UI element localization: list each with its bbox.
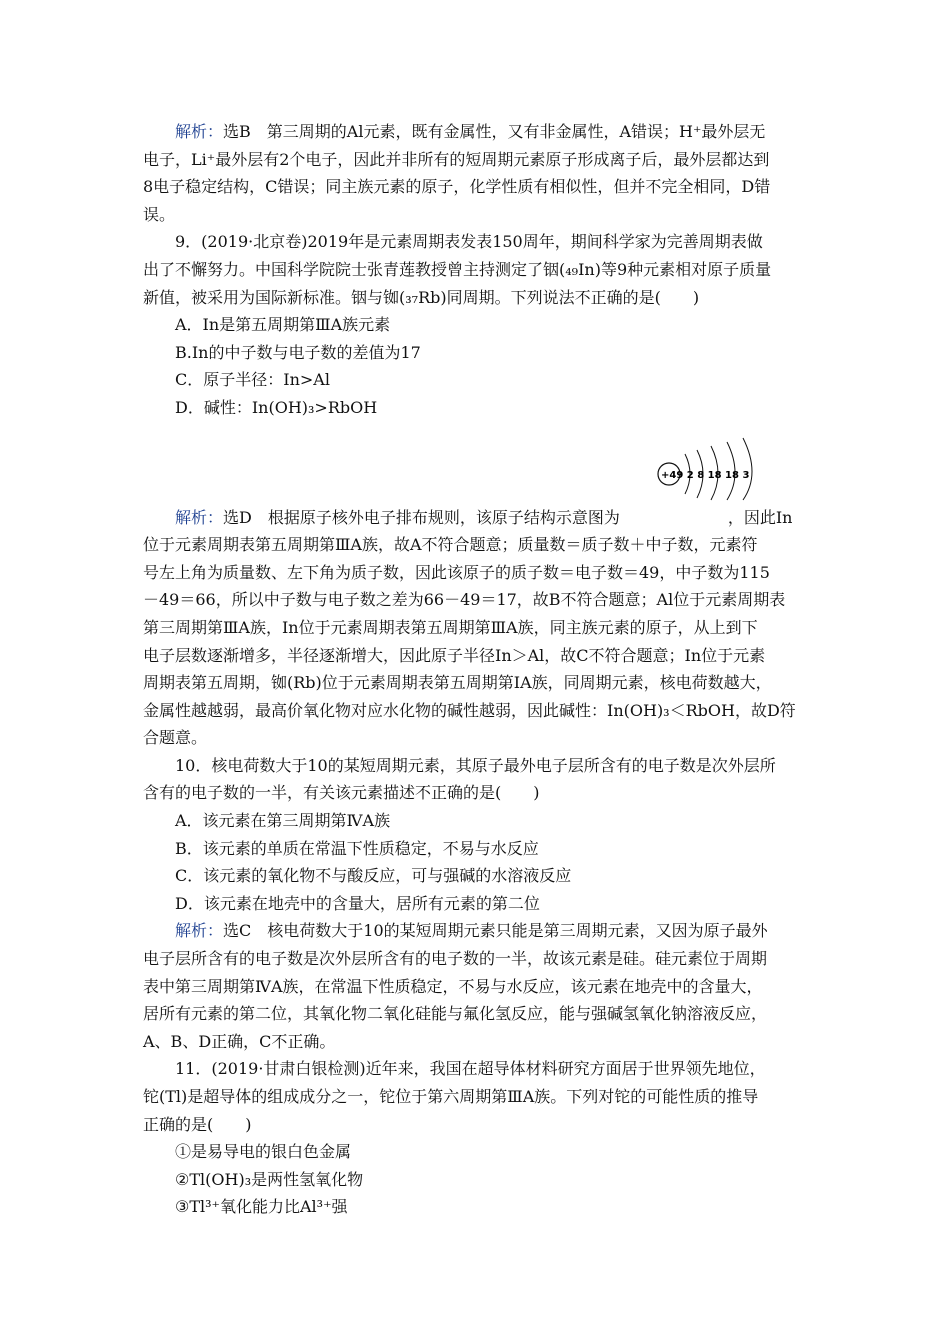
q9-option-b: B.In的中子数与电子数的差值为17 [175,342,421,362]
q10-analysis-line: 居所有元素的第二位，其氧化物二氧化硅能与氟化氢反应，能与强碱氢氧化钠溶液反应， [143,1004,768,1024]
q9-analysis-line: 号左上角为质量数、左下角为质子数，因此该原子的质子数＝电子数＝49，中子数为115 [143,562,770,582]
analysis-label: 解析： [175,507,224,527]
q9-analysis-line: 合题意。 [143,728,208,748]
q11-statement-2: ②Tl(OH)₃是两性氢氧化物 [175,1169,364,1189]
q9-stem-line: 新值，被采用为国际新标准。铟与铷(₃₇Rb)同周期。下列说法不正确的是( ) [143,287,700,307]
analysis-label: 解析： [175,921,224,941]
q8-analysis-line: 解析：选B 第三周期的Al元素，既有金属性，又有非金属性，A错误；H⁺最外层无 [175,122,766,141]
q11-stem-line: 11．(2019·甘肃白银检测)近年来，我国在超导体材料研究方面居于世界领先地位， [175,1059,766,1079]
q10-option-d: D．该元素在地壳中的含量大，居所有元素的第二位 [175,893,540,913]
q9-analysis-line: 金属性越越弱，最高价氧化物对应水化物的碱性越弱，因此碱性：In(OH)₃＜RbOH，故D符 [143,700,796,720]
analysis-label: 解析： [175,122,224,141]
q9-analysis-line: 位于元素周期表第五周期第ⅢA族，故A不符合题意；质量数＝质子数＋中子数，元素符 [143,535,758,555]
atom-structure-diagram [655,432,765,502]
q10-analysis-line: A、B、D正确，C不正确。 [143,1031,336,1051]
q10-stem-line: 10．核电荷数大于10的某短周期元素，其原子最外电子层所含有的电子数是次外层所 [175,755,776,775]
atom-diagram-label: +49 2 8 18 18 3 [661,469,750,481]
q9-stem-line: 出了不懈努力。中国科学院院士张青莲教授曾主持测定了铟(₄₉In)等9种元素相对原子质量 [143,259,772,279]
q9-option-a: A．In是第五周期第ⅢA族元素 [175,315,391,335]
q11-statement-1: ①是易导电的银白色金属 [175,1142,352,1162]
q9-analysis-line: 周期表第五周期，铷(Rb)位于元素周期表第五周期第ⅠA族，同周期元素，核电荷数越大， [143,673,772,693]
q10-analysis-line: 电子层所含有的电子数是次外层所含有的电子数的一半，故该元素是硅。硅元素位于周期 [143,949,768,969]
q10-option-c: C．该元素的氧化物不与酸反应，可与强碱的水溶液反应 [175,866,572,886]
q10-stem-line: 含有的电子数的一半，有关该元素描述不正确的是( ) [143,783,540,803]
q8-analysis-line: 电子，Li⁺最外层有2个电子，因此并非所有的短周期元素原子形成离子后，最外层都达到 [143,149,770,169]
q10-option-a: A．该元素在第三周期第ⅣA族 [175,811,391,831]
q9-option-d: D．碱性：In(OH)₃>RbOH [175,397,378,417]
q9-stem-line: 9．(2019·北京卷)2019年是元素周期表发表150周年，期间科学家为完善周期表做 [175,232,763,252]
q8-analysis-line: 误。 [143,204,176,224]
q11-stem-line: 正确的是( ) [143,1114,252,1134]
q8-analysis-line: 8电子稳定结构，C错误；同主族元素的原子，化学性质有相似性，但并不完全相同，D错 [143,177,771,197]
q10-analysis-line: 解析：选C 核电荷数大于10的某短周期元素只能是第三周期元素，又因为原子最外 [175,921,768,941]
q9-analysis-line: 解析：选D 根据原子核外电子排布规则，该原子结构示意图为 ，因此In [175,507,793,527]
q9-analysis-line: 第三周期第ⅢA族，In位于元素周期表第五周期第ⅢA族，同主族元素的原子，从上到下 [143,617,758,637]
atom-structure-area [143,422,815,504]
q10-option-b: B．该元素的单质在常温下性质稳定，不易与水反应 [175,838,539,858]
q9-option-c: C．原子半径：In>Al [175,370,330,390]
q11-stem-line: 铊(Tl)是超导体的组成成分之一，铊位于第六周期第ⅢA族。下列对铊的可能性质的推导 [143,1087,759,1106]
document-page [143,118,815,1221]
q11-statement-3: ③Tl³⁺氧化能力比Al³⁺强 [175,1197,348,1217]
q9-analysis-line: －49＝66，所以中子数与电子数之差为66－49＝17，故B不符合题意；Al位于元素周期表 [143,590,786,610]
q9-analysis-line: 电子层数逐渐增多，半径逐渐增大，因此原子半径In＞Al，故C不符合题意；In位于元素 [143,645,766,665]
q10-analysis-line: 表中第三周期第ⅣA族，在常温下性质稳定，不易与水反应，该元素在地壳中的含量大， [143,976,763,996]
